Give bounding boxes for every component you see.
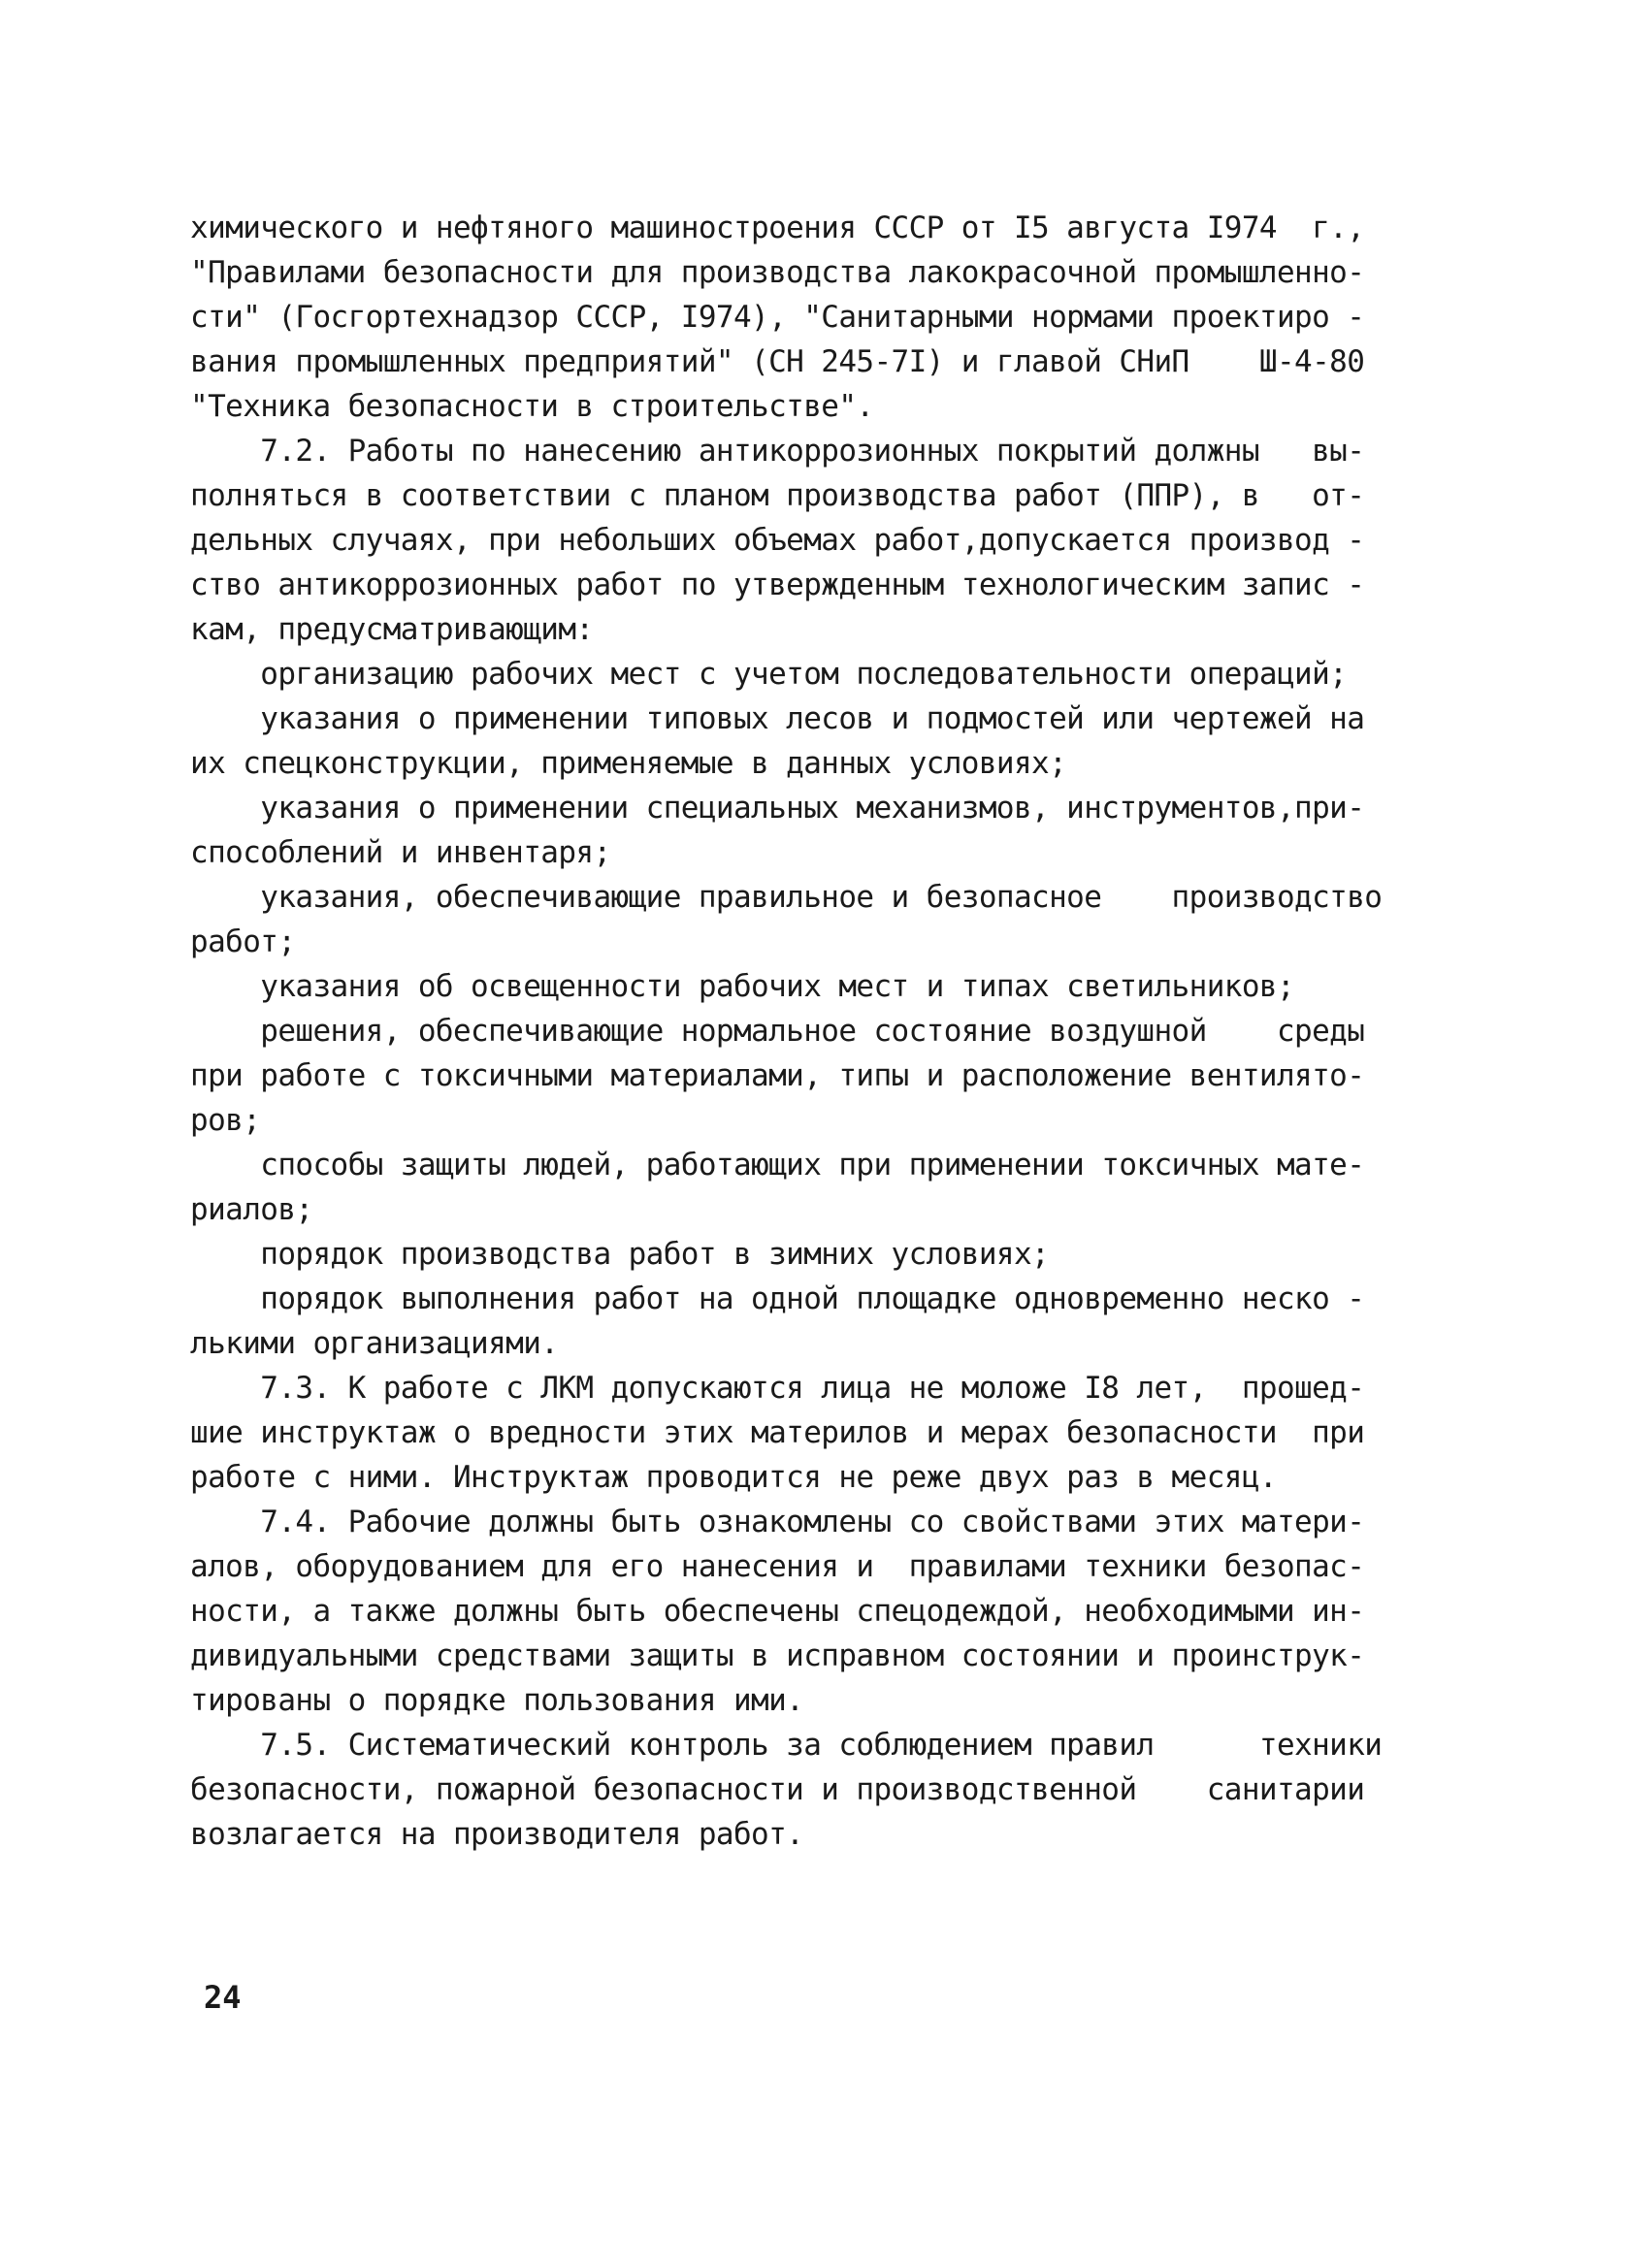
paragraph-7-3-start: 7.3. К работе с ЛКМ допускаются лица не моложе I8 лет, прошед- <box>190 1371 1365 1406</box>
text-line: химического и нефтяного машиностроения СССР от I5 августа I974 г., <box>190 211 1365 245</box>
paragraph-7-5-start: 7.5. Систематический контроль за соблюдением правил техники <box>190 1728 1383 1763</box>
text-line: "Правилами безопасности для производства лакокрасочной промышленно- <box>190 255 1365 290</box>
list-item-line: указания, обеспечивающие правильное и безопасное производство <box>190 880 1383 915</box>
list-item-line: решения, обеспечивающие нормальное состояние воздушной среды <box>190 1014 1365 1049</box>
paragraph-7-2-start: 7.2. Работы по нанесению антикоррозионных покрытий должны вы- <box>190 434 1365 469</box>
text-line: лькими организациями. <box>190 1326 559 1361</box>
text-line: вания промышленных предприятий" (СН 245-7I) и главой СНиП Ш-4-80 <box>190 344 1365 379</box>
text-line: безопасности, пожарной безопасности и производственной санитарии <box>190 1772 1365 1807</box>
text-line: шие инструктаж о вредности этих материлов и мерах безопасности при <box>190 1415 1365 1450</box>
text-line: способлений и инвентаря; <box>190 835 611 870</box>
list-item-line: порядок производства работ в зимних условиях; <box>190 1237 1050 1272</box>
text-line: работе с ними. Инструктаж проводится не реже двух раз в месяц. <box>190 1460 1277 1495</box>
list-item-line: указания об освещенности рабочих мест и типах светильников; <box>190 969 1295 1004</box>
text-line: ров; <box>190 1103 261 1138</box>
text-line: дивидуальными средствами защиты в исправном состоянии и проинструк- <box>190 1638 1365 1673</box>
list-item-line: указания о применении типовых лесов и подмостей или чертежей на <box>190 701 1365 736</box>
page-number: 24 <box>204 1979 242 2016</box>
text-line: работ; <box>190 924 296 959</box>
list-item-line: способы защиты людей, работающих при применении токсичных мате- <box>190 1148 1365 1183</box>
text-line: сти" (Госгортехнадзор СССР, I974), "Санитарными нормами проектиро - <box>190 300 1365 335</box>
text-line: риалов; <box>190 1192 313 1227</box>
text-line: ности, а также должны быть обеспечены спецодеждой, необходимыми ин- <box>190 1594 1365 1629</box>
text-line: полняться в соответствии с планом производства работ (ППР), в от- <box>190 478 1365 513</box>
text-line: алов, оборудованием для его нанесения и правилами техники безопас- <box>190 1549 1365 1584</box>
paragraph-7-4-start: 7.4. Рабочие должны быть ознакомлены со свойствами этих матери- <box>190 1505 1365 1539</box>
list-item-line: организацию рабочих мест с учетом последовательности операций; <box>190 657 1348 692</box>
body-text <box>190 206 1442 1857</box>
text-line: кам, предусматривающим: <box>190 612 594 647</box>
list-item-line: указания о применении специальных механизмов, инструментов,при- <box>190 791 1365 826</box>
list-item-line: порядок выполнения работ на одной площадке одновременно неско - <box>190 1281 1365 1316</box>
text-line: "Техника безопасности в строительстве". <box>190 389 874 424</box>
text-line: ство антикоррозионных работ по утвержденным технологическим запис - <box>190 567 1365 602</box>
text-line: дельных случаях, при небольших объемах работ,допускается производ - <box>190 523 1365 558</box>
text-line: их спецконструкции, применяемые в данных условиях; <box>190 746 1067 781</box>
text-line: при работе с токсичными материалами, типы и расположение вентилято- <box>190 1058 1365 1093</box>
text-line: возлагается на производителя работ. <box>190 1817 804 1852</box>
text-line: тированы о порядке пользования ими. <box>190 1683 804 1718</box>
